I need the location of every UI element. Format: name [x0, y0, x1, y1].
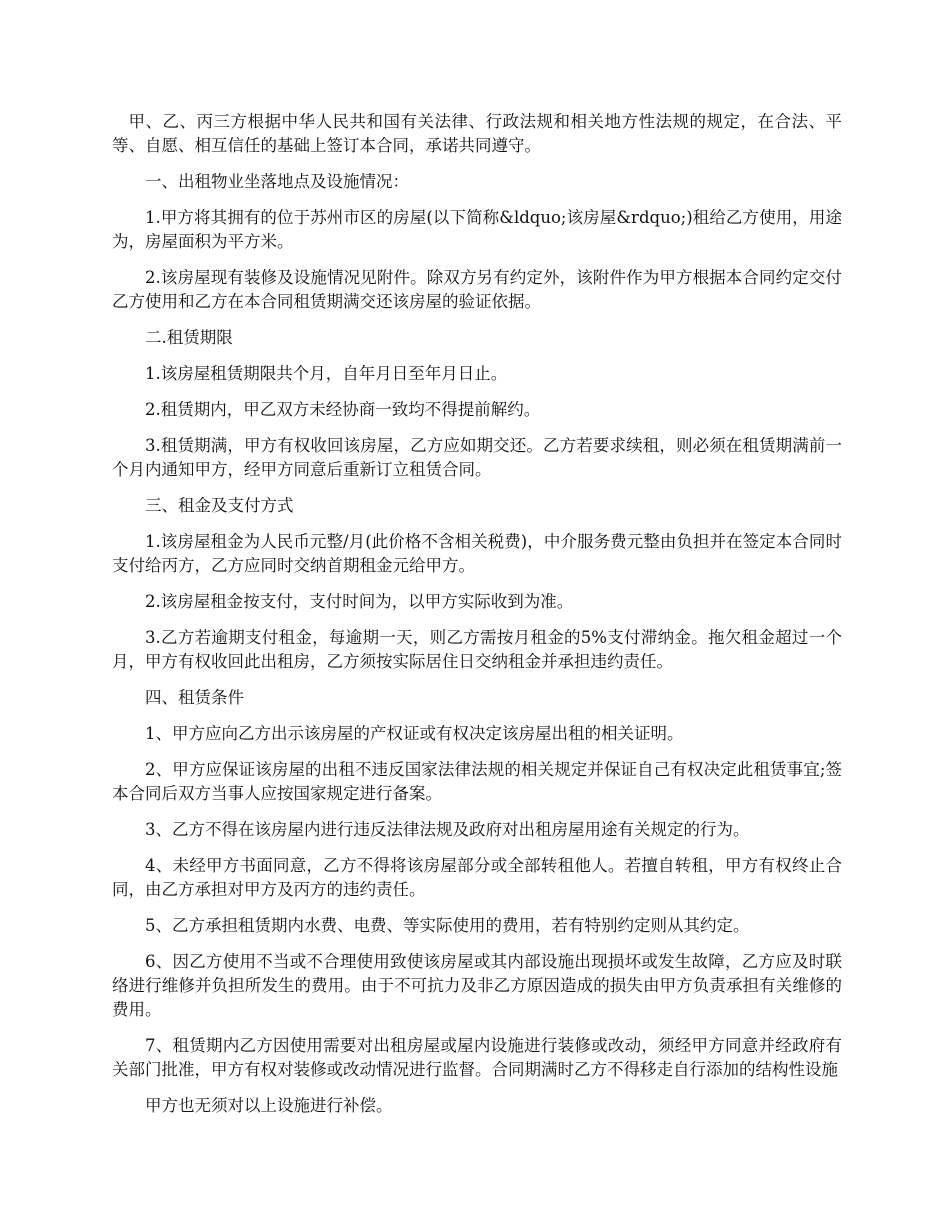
- clause-paragraph: 2.租赁期内，甲乙双方未经协商一致均不得提前解约。: [145, 400, 541, 419]
- document-body: [112, 110, 842, 1130]
- clause-paragraph: 3、乙方不得在该房屋内进行违反法律法规及政府对出租房屋用途有关规定的行为。: [145, 820, 750, 839]
- closing-paragraph: 甲方也无须对以上设施进行补偿。: [145, 1096, 393, 1115]
- clause-paragraph: 3.租赁期满，甲方有权收回该房屋，乙方应如期交还。乙方若要求续租，则必须在租赁期满前一个月内通知甲方，经甲方同意后重新订立租赁合同。: [112, 436, 842, 479]
- intro-paragraph: 甲、乙、丙三方根据中华人民共和国有关法律、行政法规和相关地方性法规的规定，在合法、平等、自愿、相互信任的基础上签订本合同，承诺共同遵守。: [112, 112, 842, 155]
- clause-paragraph: 1、甲方应向乙方出示该房屋的产权证或有权决定该房屋出租的相关证明。: [145, 724, 684, 743]
- clause-paragraph: 4、未经甲方书面同意，乙方不得将该房屋部分或全部转租他人。若擅自转租，甲方有权终止合同，由乙方承担对甲方及丙方的违约责任。: [112, 856, 842, 899]
- clause-paragraph: 2、甲方应保证该房屋的出租不违反国家法律法规的相关规定并保证自己有权决定此租赁事宜;签本合同后双方当事人应按国家规定进行备案。: [112, 760, 842, 803]
- clause-paragraph: 3.乙方若逾期支付租金，每逾期一天，则乙方需按月租金的5%支付滞纳金。拖欠租金超过一个月，甲方有权收回此出租房，乙方须按实际居住日交纳租金并承担违约责任。: [112, 628, 842, 671]
- clause-paragraph: 2.该房屋现有装修及设施情况见附件。除双方另有约定外，该附件作为甲方根据本合同约定交付乙方使用和乙方在本合同租赁期满交还该房屋的验证依据。: [112, 268, 842, 311]
- clause-paragraph: 6、因乙方使用不当或不合理使用致使该房屋或其内部设施出现损坏或发生故障，乙方应及时联络进行维修并负担所发生的费用。由于不可抗力及非乙方原因造成的损失由甲方负责承担有关维修的费用。: [112, 952, 842, 1019]
- clause-paragraph: 1.该房屋租赁期限共个月，自年月日至年月日止。: [145, 364, 508, 383]
- section-heading-1: 一、出租物业坐落地点及设施情况：: [145, 172, 409, 191]
- clause-paragraph: 2.该房屋租金按支付，支付时间为，以甲方实际收到为准。: [145, 592, 574, 611]
- section-heading-4: 四、租赁条件: [145, 688, 244, 707]
- clause-paragraph: 1.该房屋租金为人民币元整/月(此价格不含相关税费)，中介服务费元整由负担并在签定本合同时支付给丙方，乙方应同时交纳首期租金元给甲方。: [112, 532, 842, 575]
- section-heading-2: 二.租赁期限: [145, 328, 233, 347]
- clause-paragraph: 5、乙方承担租赁期内水费、电费、等实际使用的费用，若有特别约定则从其约定。: [145, 916, 750, 935]
- section-heading-3: 三、租金及支付方式: [145, 496, 294, 515]
- clause-paragraph: 7、租赁期内乙方因使用需要对出租房屋或屋内设施进行装修或改动，须经甲方同意并经政府有关部门批准，甲方有权对装修或改动情况进行监督。合同期满时乙方不得移走自行添加的结构性设施: [112, 1036, 842, 1079]
- clause-paragraph: 1.甲方将其拥有的位于苏州市区的房屋(以下简称&ldquo;该房屋&rdquo;)租给乙方使用，用途为，房屋面积为平方米。: [112, 208, 842, 251]
